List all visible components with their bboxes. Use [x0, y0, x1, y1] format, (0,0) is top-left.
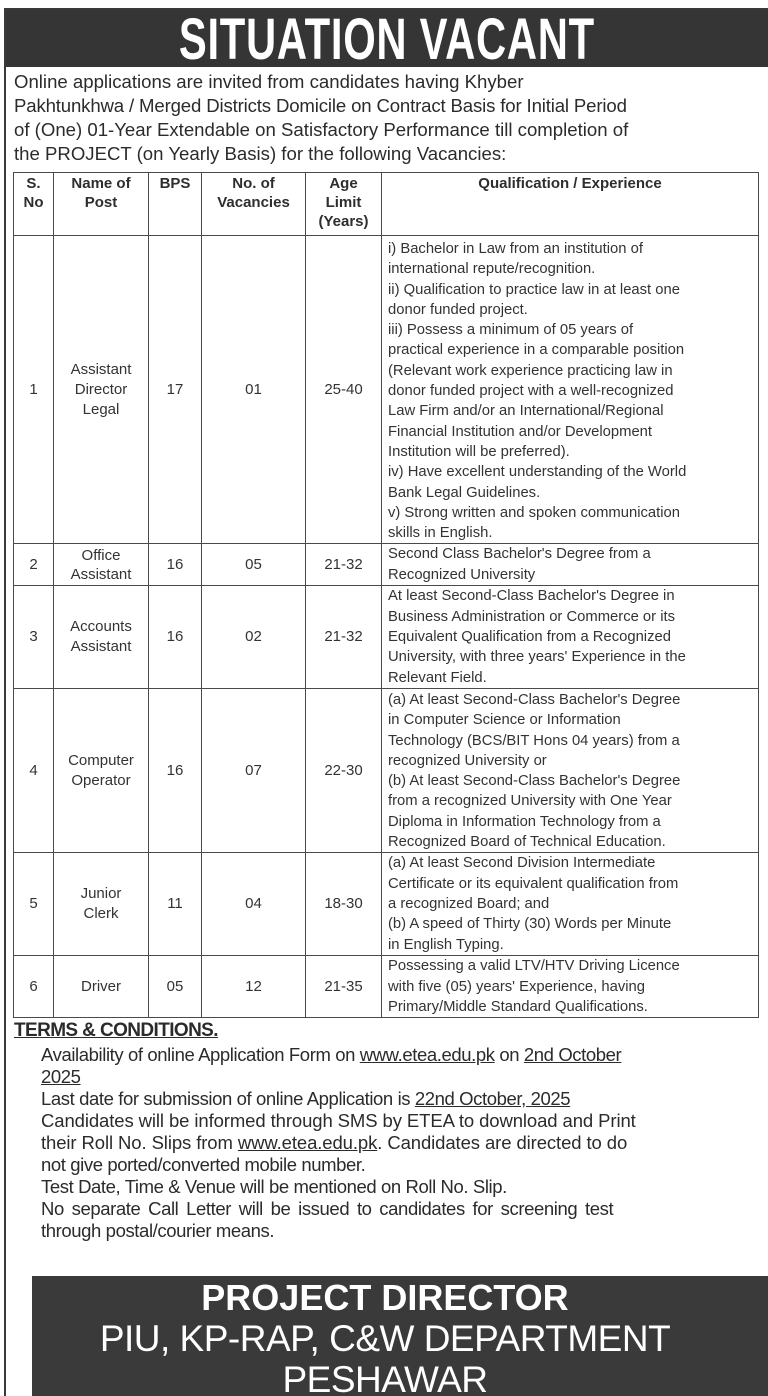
cell-sno: 4 [14, 688, 54, 852]
cell-sno: 6 [14, 956, 54, 1018]
cell-age: 21-32 [306, 586, 382, 688]
cell-vacancies: 02 [202, 586, 306, 688]
term-sms-cont: not give ported/converted mobile number. [41, 1154, 366, 1175]
etea-link[interactable]: www.etea.edu.pk [359, 1044, 495, 1065]
terms-heading: TERMS & CONDITIONS. [14, 1020, 218, 1041]
cell-age: 21-32 [306, 544, 382, 586]
project-director-banner [32, 1276, 768, 1396]
cell-qualification: i) Bachelor in Law from an institution of international repute/recognition. ii) Qualification to practice law in at least one donor funded project. iii) Possess a minimum of 05 years of practical experience in a comparable position (Relevant work experience practicing law in donor funded project with a well-recognized Law Firm and/or an International/Regional Financial Institution and/or Development Institution will be preferred). iv) Have excellent understanding of the World Bank Legal Guidelines. v) Strong written and spoken communication skills in English. [382, 236, 759, 544]
term-call-letter-cont: through postal/courier means. [41, 1220, 275, 1241]
cell-age: 21-35 [306, 956, 382, 1018]
cell-post: Office Assistant [54, 544, 149, 586]
term-sms-cont: their Roll No. Slips from www.etea.edu.pk. Candidates are directed to do [41, 1132, 628, 1153]
terms-section [14, 1018, 764, 1242]
cell-age: 22-30 [306, 688, 382, 852]
table-row [14, 853, 759, 956]
vacancies-table [13, 172, 759, 1018]
cell-bps: 11 [149, 853, 202, 956]
table-row [14, 688, 759, 852]
term-test-date: Test Date, Time & Venue will be mentioned on Roll No. Slip. [41, 1176, 507, 1197]
cell-bps: 16 [149, 688, 202, 852]
cell-vacancies: 04 [202, 853, 306, 956]
table-row [14, 236, 759, 544]
cell-bps: 16 [149, 544, 202, 586]
intro-line: of (One) 01-Year Extendable on Satisfactory Performance till completion of [14, 119, 629, 140]
cell-bps: 16 [149, 586, 202, 688]
term-last-date: Last date for submission of online Application is 22nd October, 2025 [41, 1088, 571, 1109]
cell-bps: 17 [149, 236, 202, 544]
intro-line: Pakhtunkhwa / Merged Districts Domicile on Contract Basis for Initial Period [14, 95, 627, 116]
cell-age: 25-40 [306, 236, 382, 544]
term-availability-cont: 2025 [41, 1066, 81, 1087]
header-vacancies: No. of Vacancies [202, 173, 306, 236]
cell-age: 18-30 [306, 853, 382, 956]
signatory-department: PIU, KP-RAP, C&W DEPARTMENT [99, 1318, 671, 1359]
table-row [14, 586, 759, 688]
intro-paragraph [14, 70, 764, 166]
table-header-row [14, 173, 759, 236]
intro-line: Online applications are invited from candidates having Khyber [14, 71, 524, 92]
header-qualification: Qualification / Experience [382, 173, 759, 236]
header-post: Name of Post [54, 173, 149, 236]
cell-post: Junior Clerk [54, 853, 149, 956]
page-title: SITUATION VACANT [179, 6, 595, 72]
cell-post: Accounts Assistant [54, 586, 149, 688]
signatory-city: PESHAWAR [282, 1359, 488, 1396]
intro-line: the PROJECT (on Yearly Basis) for the following Vacancies: [14, 143, 507, 164]
table-row [14, 544, 759, 586]
cell-qualification: Possessing a valid LTV/HTV Driving Licence with five (05) years' Experience, having Primary/Middle Standard Qualifications. [382, 956, 759, 1018]
term-sms: Candidates will be informed through SMS by ETEA to download and Print [41, 1110, 636, 1131]
term-call-letter: No separate Call Letter will be issued to candidates for screening test [41, 1198, 614, 1219]
cell-qualification: (a) At least Second-Class Bachelor's Degree in Computer Science or Information Technology (BCS/BIT Hons 04 years) from a recognized University or (b) At least Second-Class Bachelor's Degree from a recognized University with One Year Diploma in Information Technology from a Recognized Board of Technical Education. [382, 688, 759, 852]
cell-post: Assistant Director Legal [54, 236, 149, 544]
header-bps: BPS [149, 173, 202, 236]
cell-sno: 3 [14, 586, 54, 688]
header-sno: S. No [14, 173, 54, 236]
etea-link[interactable]: www.etea.edu.pk [237, 1132, 378, 1153]
header-age: Age Limit (Years) [306, 173, 382, 236]
title-banner [6, 6, 768, 72]
cell-vacancies: 07 [202, 688, 306, 852]
term-availability: Availability of online Application Form on www.etea.edu.pk on 2nd October [41, 1044, 622, 1065]
cell-sno: 2 [14, 544, 54, 586]
cell-post: Computer Operator [54, 688, 149, 852]
cell-post: Driver [54, 956, 149, 1018]
cell-bps: 05 [149, 956, 202, 1018]
cell-vacancies: 01 [202, 236, 306, 544]
cell-qualification: Second Class Bachelor's Degree from a Recognized University [382, 544, 759, 586]
cell-sno: 1 [14, 236, 54, 544]
signatory-title: PROJECT DIRECTOR [201, 1277, 569, 1318]
cell-vacancies: 12 [202, 956, 306, 1018]
cell-sno: 5 [14, 853, 54, 956]
table-row [14, 956, 759, 1018]
cell-qualification: (a) At least Second Division Intermediate Certificate or its equivalent qualification from a recognized Board; and (b) A speed of Thirty (30) Words per Minute in English Typing. [382, 853, 759, 956]
cell-qualification: At least Second-Class Bachelor's Degree in Business Administration or Commerce or its Equivalent Qualification from a Recognized University, with three years' Experience in the Relevant Field. [382, 586, 759, 688]
cell-vacancies: 05 [202, 544, 306, 586]
